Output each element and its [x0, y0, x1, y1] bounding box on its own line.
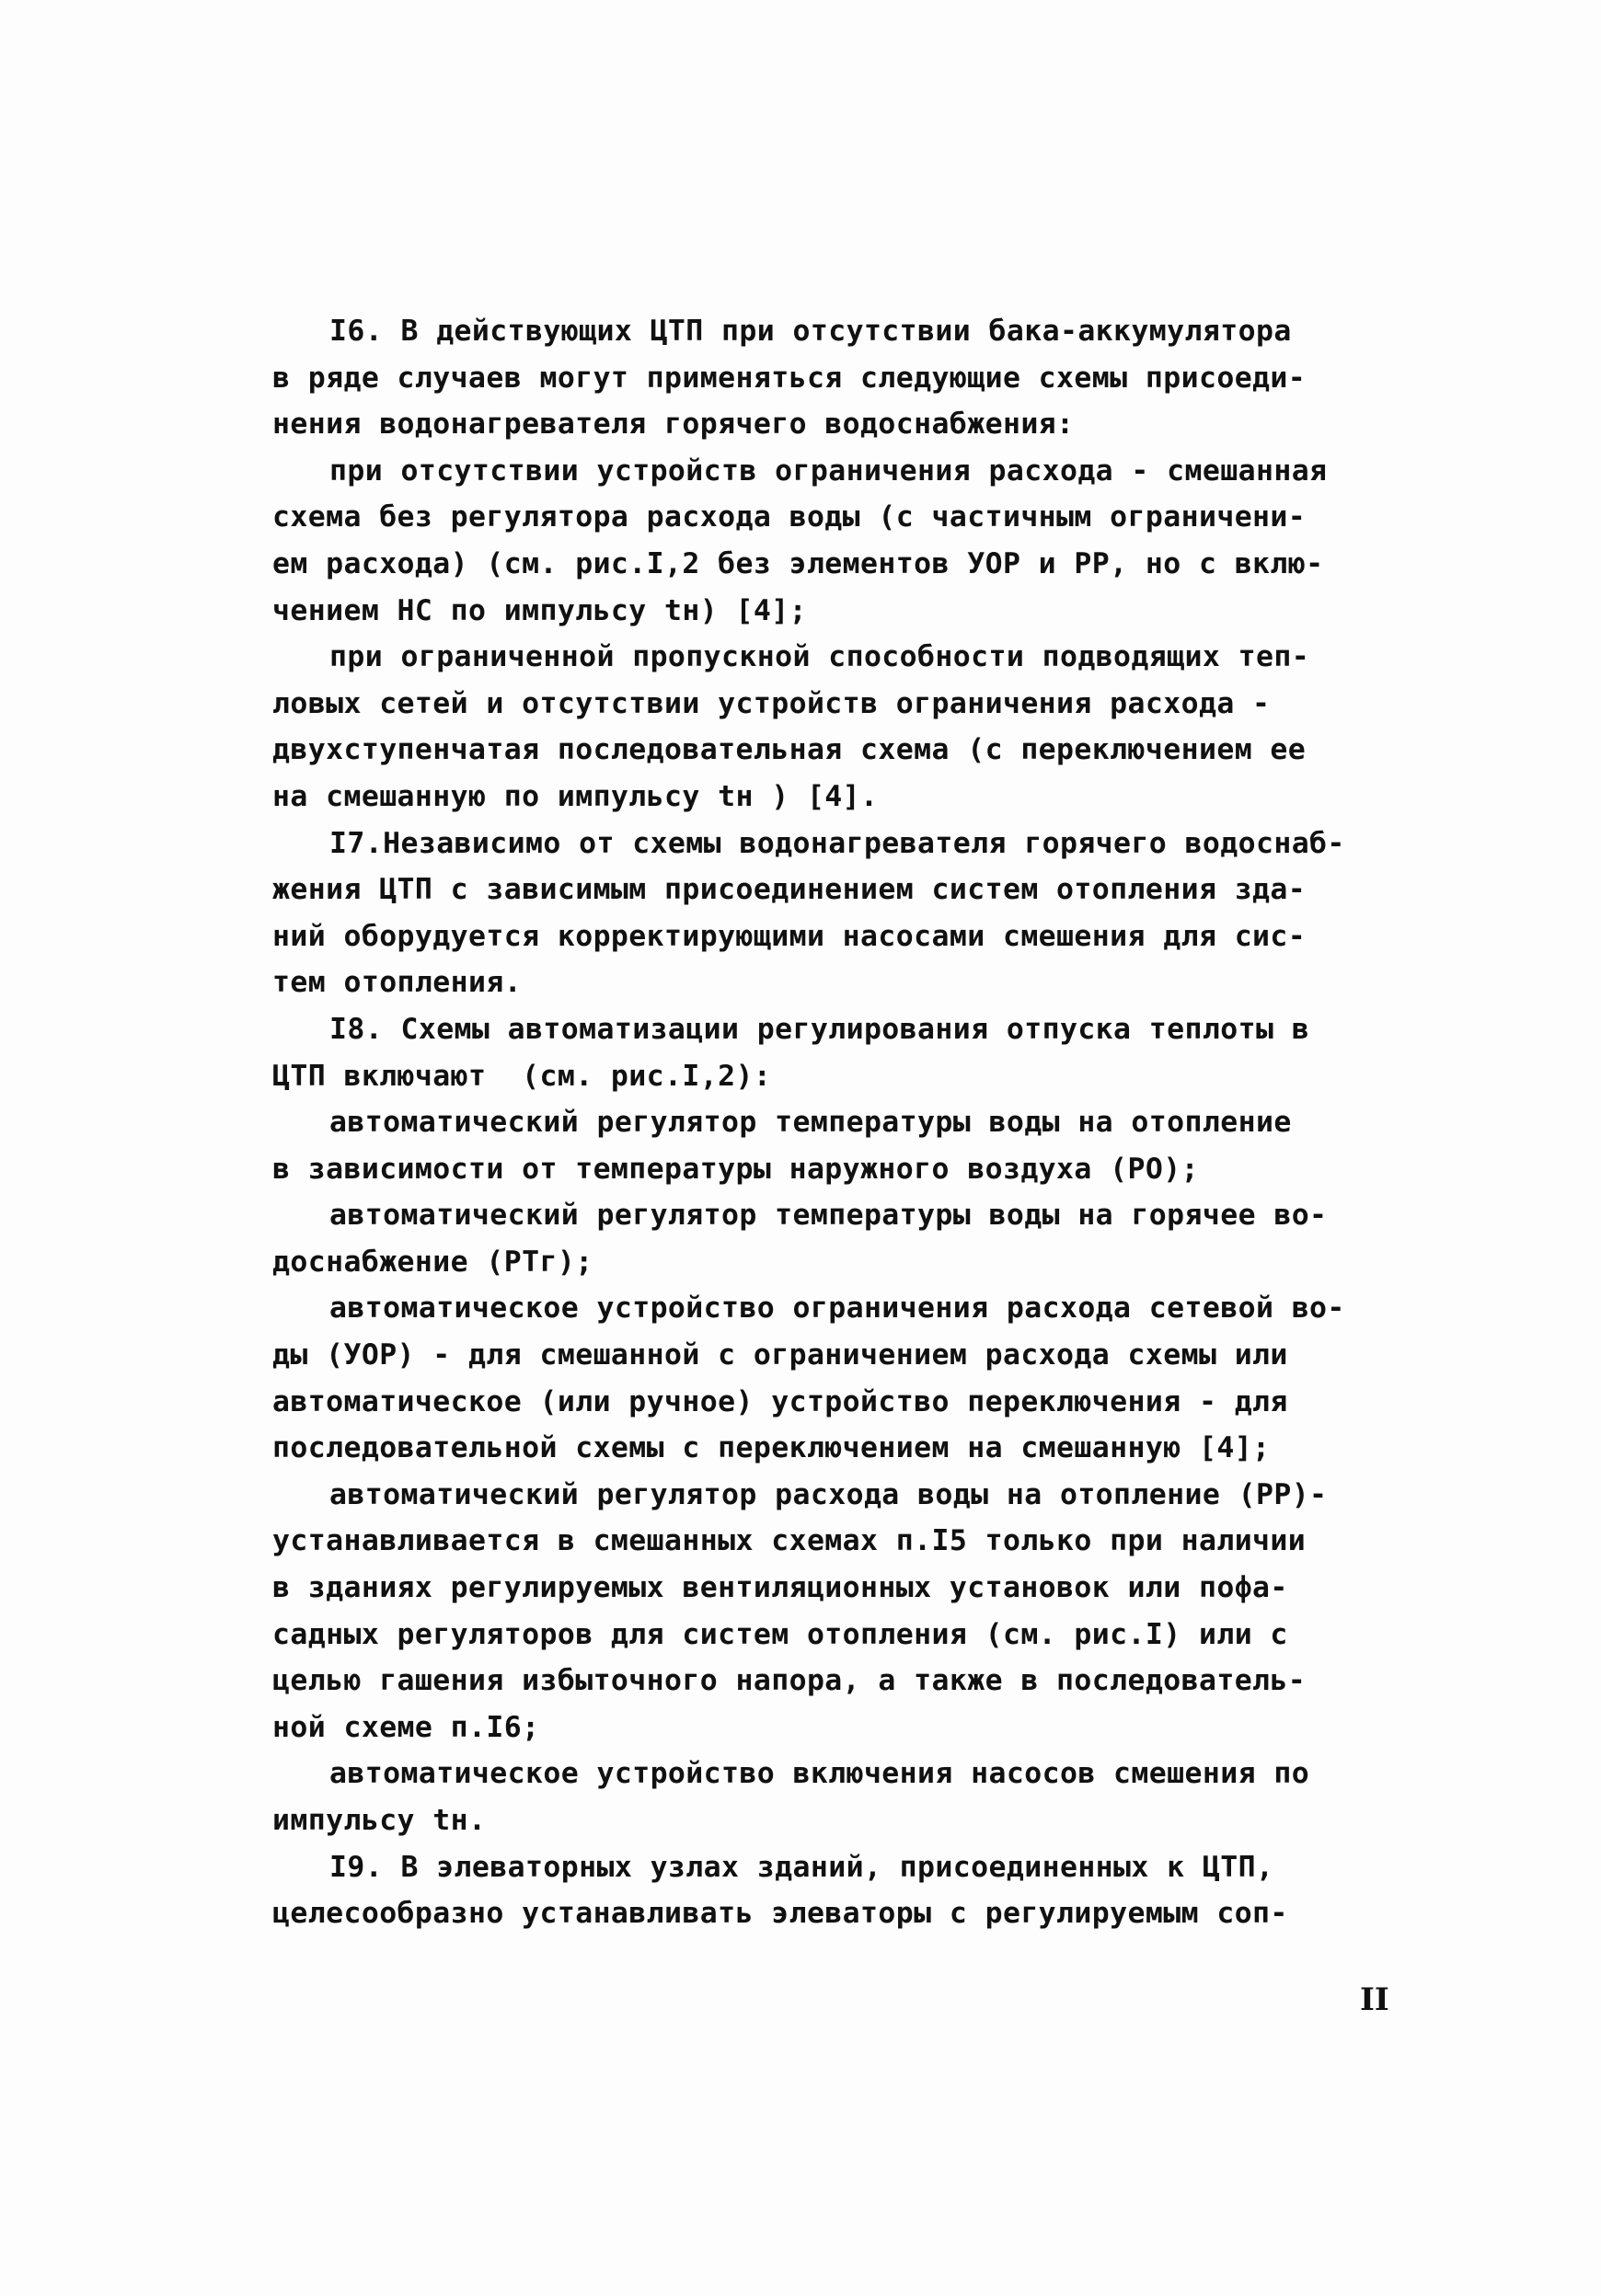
paragraph-18-item-line: автоматический регулятор температуры воды на отопление	[329, 1106, 1292, 1140]
paragraph-18-line: ЦТП включают (см. рис.I,2):	[272, 1059, 772, 1093]
paragraph-16-item-line: схема без регулятора расхода воды (с частичным ограничени-	[272, 500, 1307, 534]
paragraph-18-item-line: ды (УОР) - для смешанной с ограничением расхода схемы или	[272, 1338, 1288, 1372]
paragraph-18-item-line: в зданиях регулируемых вентиляционных установок или пофа-	[272, 1571, 1288, 1605]
paragraph-16-line: нения водонагревателя горячего водоснабжения:	[272, 408, 1075, 442]
body-text	[272, 308, 1404, 1937]
paragraph-18-item-line: целью гашения избыточного напора, а также в последователь-	[272, 1664, 1307, 1698]
paragraph-18-item-line: доснабжение (РТг);	[272, 1245, 593, 1279]
paragraph-16-line: в ряде случаев могут применяться следующие схемы присоеди-	[272, 361, 1307, 395]
paragraph-18-item-line: автоматическое устройство ограничения расхода сетевой во-	[329, 1292, 1345, 1326]
paragraph-17-line: I7.Независимо от схемы водонагревателя горячего водоснаб-	[329, 826, 1345, 860]
paragraph-16-item-line: на смешанную по импульсу tн ) [4].	[272, 779, 879, 813]
paragraph-18-item-line: автоматическое (или ручное) устройство переключения - для	[272, 1384, 1288, 1418]
paragraph-18-line: I8. Схемы автоматизации регулирования отпуска теплоты в	[329, 1012, 1310, 1046]
paragraph-19-line: целесообразно устанавливать элеваторы с регулируемым соп-	[272, 1897, 1288, 1931]
paragraph-18-item-line: автоматический регулятор температуры воды на горячее во-	[329, 1199, 1328, 1233]
paragraph-16-item-line: чением НС по импульсу tн) [4];	[272, 593, 807, 627]
paragraph-16-item-line: двухступенчатая последовательная схема (с переключением ее	[272, 733, 1307, 767]
paragraph-18-item-line: устанавливается в смешанных схемах п.I5 только при наличии	[272, 1524, 1307, 1558]
paragraph-18-item-line: последовательной схемы с переключением на смешанную [4];	[272, 1431, 1271, 1465]
paragraph-16-item-line: ем расхода) (см. рис.I,2 без элементов УОР и РР, но с вклю-	[272, 546, 1324, 580]
paragraph-18-item-line: в зависимости от температуры наружного воздуха (РО);	[272, 1152, 1199, 1186]
paragraph-17-line: тем отопления.	[272, 966, 523, 1000]
page-number: II	[1360, 1981, 1389, 2018]
paragraph-18-item-line: импульсу tн.	[272, 1804, 487, 1837]
paragraph-16-item-line: ловых сетей и отсутствии устройств ограничения расхода -	[272, 686, 1271, 720]
paragraph-17-line: ний оборудуется корректирующими насосами смешения для сис-	[272, 919, 1307, 953]
paragraph-16-item-line: при отсутствии устройств ограничения расхода - смешанная	[329, 453, 1328, 488]
paragraph-18-item-line: ной схеме п.I6;	[272, 1710, 540, 1744]
paragraph-18-item-line: автоматическое устройство включения насосов смешения по	[329, 1757, 1310, 1791]
paragraph-19-line: I9. В элеваторных узлах зданий, присоединенных к ЦТП,	[329, 1850, 1274, 1884]
paragraph-18-item-line: садных регуляторов для систем отопления (см. рис.I) или с	[272, 1617, 1288, 1651]
paragraph-16-item-line: при ограниченной пропускной способности подводящих теп-	[329, 640, 1310, 674]
paragraph-17-line: жения ЦТП с зависимым присоединением систем отопления зда-	[272, 873, 1307, 907]
paragraph-18-item-line: автоматический регулятор расхода воды на отопление (РР)-	[329, 1477, 1328, 1511]
paragraph-16-line: I6. В действующих ЦТП при отсутствии бака-аккумулятора	[329, 315, 1292, 348]
